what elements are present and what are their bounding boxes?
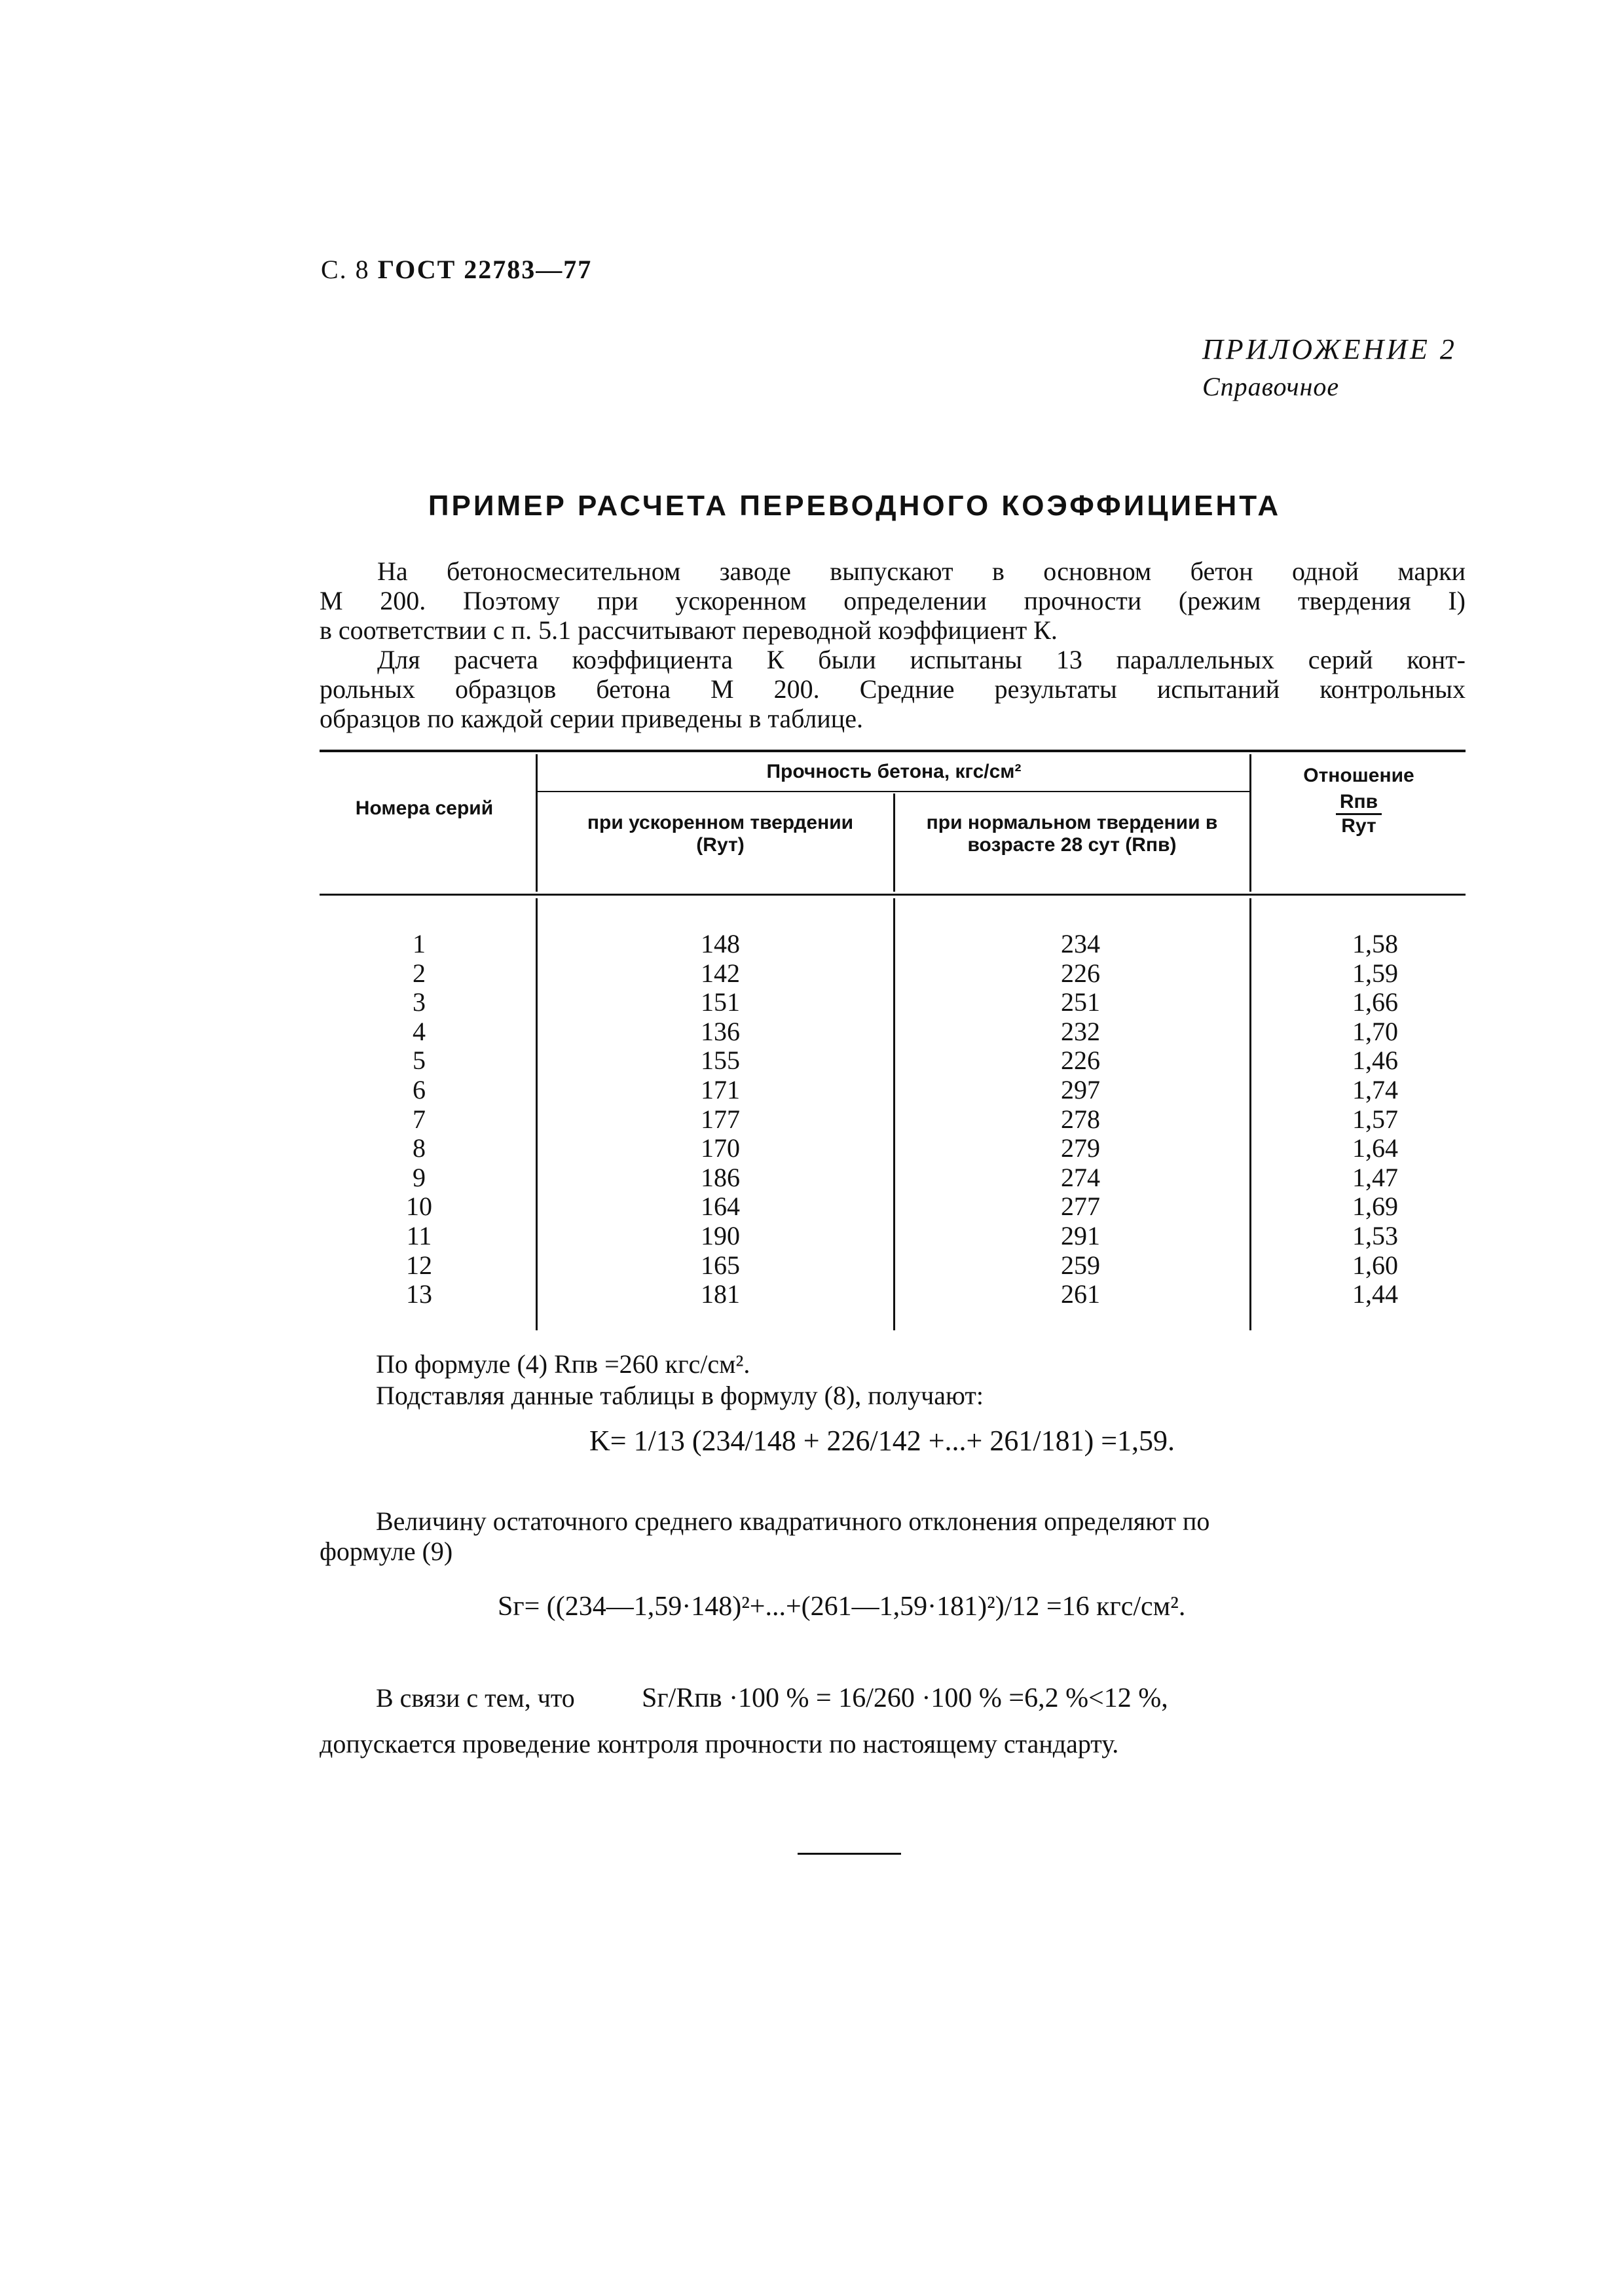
table-cell: 291 [1061,1220,1100,1250]
table-cell: 1,58 [1352,929,1398,958]
table-cell: 8 [413,1133,426,1163]
table-cell: 3 [413,987,426,1017]
table-cell: 4 [413,1016,426,1046]
paragraph-line: рольных образцов бетона М 200. Средние результаты испытаний контрольных [320,674,1466,704]
formula-ratio: Sг/Rпв ·100 % = 16/260 ·100 % =6,2 %<12 %, [642,1683,1168,1713]
table-cell: 177 [701,1104,740,1134]
text-line: В связи с тем, что [376,1683,575,1713]
standard-id: ГОСТ 22783—77 [377,255,593,284]
table-cell: 186 [701,1162,740,1192]
section-title: ПРИМЕР РАСЧЕТА ПЕРЕВОДНОГО КОЭФФИЦИЕНТА [428,490,1282,522]
column-series [367,930,471,1309]
table-cell: 9 [413,1162,426,1192]
table-vrule [1249,898,1251,1330]
formula-s: Sг= ((234—1,59·148)²+...+(261—1,59·181)²)/12 =16 кгс/см². [498,1592,1186,1622]
table-vrule [536,898,538,1330]
table-top-rule [320,750,1466,752]
table-vrule [893,898,895,1330]
table-cell: 1,74 [1352,1074,1398,1104]
table-cell: 1,66 [1352,987,1398,1017]
table-cell: 13 [406,1279,432,1309]
table-cell: 142 [701,958,740,988]
appendix-number: ПРИЛОЖЕНИЕ 2 [1202,333,1457,365]
header-accelerated: при ускоренном твердении (Rут) [587,812,854,856]
appendix-type: Справочное [1202,372,1340,401]
table-vrule [1249,754,1251,892]
column-accelerated [668,930,773,1309]
paragraph-1 [320,556,1466,645]
table-cell: 1,44 [1352,1279,1398,1309]
table-group-rule [536,791,1249,792]
table-vrule [536,754,538,892]
table-cell: 234 [1061,929,1100,958]
table-cell: 164 [701,1192,740,1222]
table-cell: 1,59 [1352,958,1398,988]
table-cell: 165 [701,1250,740,1280]
paragraph-2 [320,645,1466,733]
running-header [321,254,592,285]
table-cell: 1,60 [1352,1250,1398,1280]
table-cell: 232 [1061,1016,1100,1046]
table-cell: 274 [1061,1162,1100,1192]
paragraph-line: М 200. Поэтому при ускоренном определении прочности (режим твердения I) [320,586,1466,615]
table-cell: 226 [1061,1046,1100,1076]
table-cell: 136 [701,1016,740,1046]
header-ratio-denominator: Rут [1341,815,1376,837]
table-cell: 277 [1061,1192,1100,1222]
table-cell: 7 [413,1104,426,1134]
table-cell: 6 [413,1074,426,1104]
text-line: Подставляя данные таблицы в формулу (8), получают: [376,1381,984,1410]
table-cell: 226 [1061,958,1100,988]
header-ratio [1252,765,1466,837]
table-cell: 148 [701,929,740,958]
header-ratio-label: Отношение [1303,765,1414,786]
table-cell: 1,70 [1352,1016,1398,1046]
header-series: Номера серий [355,797,494,819]
table-cell: 297 [1061,1074,1100,1104]
column-ratio [1323,930,1428,1309]
table-cell: 11 [406,1220,432,1250]
table-cell: 259 [1061,1250,1100,1280]
header-ratio-numerator: Rпв [1336,791,1382,815]
formula-k: K= 1/13 (234/148 + 226/142 +...+ 261/181) =1,59. [589,1425,1175,1457]
table-cell: 251 [1061,987,1100,1017]
table-cell: 155 [701,1046,740,1076]
paragraph-line: Для расчета коэффициента К были испытаны 13 параллельных серий конт- [377,645,1466,674]
table-cell: 181 [701,1279,740,1309]
table-cell: 1,53 [1352,1220,1398,1250]
table-cell: 261 [1061,1279,1100,1309]
table-cell: 278 [1061,1104,1100,1134]
table-cell: 190 [701,1220,740,1250]
table-cell: 1 [413,929,426,958]
header-strength-group: Прочность бетона, кгс/см² [766,761,1022,782]
header-normal: при нормальном твердении в возрасте 28 сут (Rпв) [926,812,1218,856]
paragraph-line: в соответствии с п. 5.1 рассчитывают переводной коэффициент К. [320,615,1058,645]
table-cell: 151 [701,987,740,1017]
text-line: По формуле (4) Rпв =260 кгс/см². [376,1349,750,1379]
table-cell: 2 [413,958,426,988]
table-cell: 1,47 [1352,1162,1398,1192]
paragraph-line: образцов по каждой серии приведены в таблице. [320,704,863,733]
table-cell: 1,46 [1352,1046,1398,1076]
text-line: формуле (9) [320,1537,453,1566]
table-cell: 1,64 [1352,1133,1398,1163]
table-cell: 1,69 [1352,1192,1398,1222]
table-header-rule [320,894,1466,896]
text-line: допускается проведение контроля прочности по настоящему стандарту. [320,1729,1119,1758]
paragraph-line: На бетоносмесительном заводе выпускают в основном бетон одной марки [377,556,1466,586]
table-cell: 1,57 [1352,1104,1398,1134]
appendix-label [1143,333,1471,402]
column-normal [1028,930,1133,1309]
page-number: С. 8 [321,255,370,284]
table-cell: 10 [406,1192,432,1222]
text-line: Величину остаточного среднего квадратичного отклонения определяют по [376,1506,1210,1536]
table-vrule [893,793,895,892]
table-cell: 171 [701,1074,740,1104]
table-cell: 12 [406,1250,432,1280]
table-cell: 170 [701,1133,740,1163]
table-cell: 5 [413,1046,426,1076]
end-rule [798,1853,901,1855]
table-cell: 279 [1061,1133,1100,1163]
